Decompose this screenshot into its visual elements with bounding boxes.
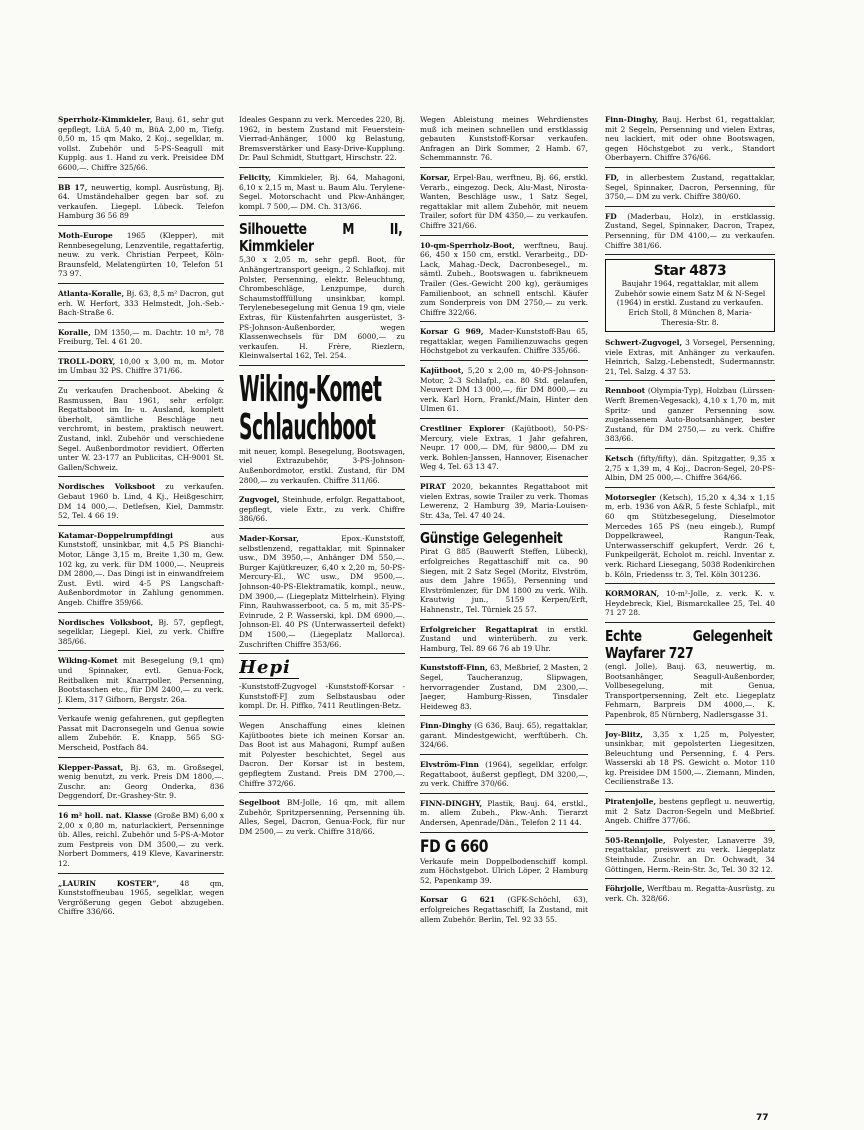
column-4 [605,114,775,1100]
ad: „LAURIN KOSTER“, 48 qm, Kunststoffneubau 1965, segelklar, wegen Vergrößerung gegen Gebot abzugeben. Chiffre 336/66. [58,878,224,917]
ad: Moth-Europe 1965 (Klepper), mit Rennbesegelung, Lenzventile, regattafertig, neuw. zu verk. Christian Perpeet, Köln-Braunsfeld, Melatengürten 10, Telefon 51 73 97. [58,230,224,284]
ad: Finn-Dinghy (G 636, Bauj. 65), regattaklar, garant. Mindestgewicht, werftüberh. Ch. 324/66. [420,720,588,755]
ad: Schwert-Zugvogel, 3 Vorsegel, Persenning, viele Extras, mit Anhänger zu verkaufen. Heinrich, Salzg.-Lebenstedt, Sudermannstr. 21, Tel. Salzg. 4 37 53. [605,337,775,381]
page-number: 77 [756,1113,769,1123]
ad: Katamar-Doppelrumpfdingi aus Kunststoff, unsinkbar, mit 4,5 PS Bianchi-Motor, Länge 3,15 m, Breite 1,30 m, Gew. 102 kg, zu verk. für DM 1000,—. Neupreis DM 2800,—. Das Dingi ist in einwandfreiem Zust. Evtl. wird 4-5 PS Langschaft-Außenbordmotor in Zahlung genommen. Angeb. Chiffre 359/66. [58,530,224,613]
ad: Piratenjolle, bestens gepflegt u. neuwertig, mit 2 Satz Dacron-Segeln und Meßbrief. Angeb. Chiffre 377/66. [605,796,775,831]
ad: Kunststoff-Finn, 63, Meßbrief, 2 Masten, 2 Segel, Taucheranzug, Slipwagen, hervorragender Zustand, DM 2300,—. Jaeger, Hamburg-Rissen, Tinsdaler Heideweg 83. [420,662,588,716]
column-3 [420,114,588,1100]
ad: Elvström-Finn (1964), segelklar, erfolgr. Regattaboot, äußerst gepflegt, DM 3200,—, zu verk. Chiffre 370/66. [420,759,588,794]
ad: Atlanta-Koralle, Bj. 63, 8,5 m² Dacron, gut erh. W. Herfort, 333 Helmstedt, Joh.-Seb.-Bach-Straße 6. [58,288,224,323]
ad: 16 m² holl. nat. Klasse (Große BM) 6,00 x 2,00 x 0,80 m, naturlackiert, Persenninge üb. Alles, reichl. Zubehör und 5-PS-A-Motor zum Festpreis von DM 3500,— zu verk. Norbert Dommers, 419 Kleve, Kavarinerstr. 12. [58,810,224,874]
ad: Korsar G 621 (GFK-Schöchl, 63), erfolgreiches Regattaschiff, Ia Zustand, mit allem Zubehör. Berlin, Tel. 92 33 55. [420,895,588,924]
ad: Verkaufe wenig gefahrenen, gut gepflegten Passat mit Dacronsegeln und Genua sowie allem Zubehör. E. Knapp, 565 SG-Merscheid, Postfach 84. [58,713,224,757]
ad: Koralle, DM 1350,— m. Dachtr. 10 m², 78 Freiburg, Tel. 4 61 20. [58,327,224,352]
ad: Rennboot (Olympia-Typ), Holzbau (Lürssen-Werft Bremen-Vegesack), 4,10 x 1,70 m, mit Spritz- und ganzer Persenning sow. zugelassenem Auto-Bootsanhänger, bester Zustand, für DM 2750,— zu verk. Chiffre 383/66. [605,385,775,449]
ad: Segelboot BM-Jolle, 16 qm, mit allem Zubehör, Spritzpersenning, Persenning üb. Alles, Segel, Dacron, Genua-Fock, für nur DM 2500,— zu verk. Chiffre 318/66. [239,798,405,836]
ad: Korsar, Erpel-Bau, werftneu, Bj. 66, erstkl. Verarb., eingezog. Deck, Alu-Mast, Nirosta-Wanten, Beschläge usw., 1 Satz Segel, regattaklar mit allem Zubehör, mit neuem Trailer, sofort für DM 4350,— zu verkaufen. Chiffre 321/66. [420,172,588,236]
ad: Günstige Gelegenheit Pirat G 885 (Bauwerft Steffen, Lübeck), erfolgreiches Regattaschiff mit ca. 90 Siegen, mit 2 Satz Segel (Moritz, Elvström, aus dem Jahre 1965), Persenning und Elvströmlenzer, für DM 1800 zu verk. Wilh. Krautwig jun., 5159 Kerpen/Erft, Hahnenstr., Tel. Türniek 25 57. [420,529,588,619]
ad: Hepi -Kunststoff-Zugvogel -Kunststoff-Korsar -Kunststoff-FJ zum Selbstausbau oder kompl. Dr. H. Piffko, 7411 Reutlingen-Betz. [239,658,405,716]
ad: Kajütboot, 5,20 x 2,00 m, 40-PS-Johnson-Motor, 2–3 Schlafpl., ca. 80 Std. gelaufen, Neuwert DM 13 000,—, für DM 8000,— zu verk. Karl Horn, Frankf./Main, Hinter den Ulmen 61. [420,365,588,419]
ad-headline: Silhouette M II, Kimmkieler [239,220,403,256]
ad: Wegen Ableistung meines Wehrdienstes muß ich meinen schnellen und erstklassig gebauten Kunststoff-Korsar verkaufen. Anfragen an Dirk Sommer, 2 Hamb. 67, Schemmannstr. 76. [420,114,588,168]
ad-headline: Günstige Gelegenheit [420,529,563,548]
ad: Silhouette M II, Kimmkieler 5,30 x 2,05 m, sehr gepfl. Boot, für Anhängertransport geeign., 2 Schlafkoj. mit Polster, Persenning, elektr. Beleuchtung, Chrombeschläge, Lenzpumpe, durch Schaumstofffüllung unsinkbar, kompl. Terylenebesegelung mit Genua 19 qm, viele Extras, für Küstenfahrten ausgerüstet, 3-PS-Johnson-Außenborder, wegen Klassenwechsels für DM 6000,— zu verkaufen. H. Frère, Riezlern, Kleinwalsertal 162, Tel. 254. [239,220,405,366]
ad: Echte Gelegenheit Wayfarer 727 (engl. Jolle), Bauj. 63, neuwertig, m. Bootsanhänger, Seagull-Außenborder, Vollbesegelung, mit Genua, Transportpersenning, Zelt etc. Liegeplatz Fehmarn, Barpreis DM 4000,—. K. Papenbrok, 85 Nürnberg, Nadlersgasse 31. [605,627,775,725]
ad-headline: Star 4873 [653,263,727,280]
ad: Wiking-Komet mit Besegelung (9,1 qm) und Spinnaker, evtl. Genua-Fock, Reitbalken mit Knarrpoller, Persenning, Bootstaschen etc., für DM 2400,— zu verk. J. Klem, 317 Gifhorn, Bergstr. 26a. [58,655,224,709]
ad: Finn-Dinghy, Bauj. Herbst 61, regattaklar, mit 2 Segeln, Persenning und vielen Extras, neu lackiert, mit oder ohne Bootswagen, gegen Höchstgebot zu verk., Standort Oberbayern. Chiffre 376/66. [605,114,775,168]
ad: Motorsegler (Ketsch), 15,20 x 4,34 x 1,15 m, erb. 1936 von A&R, 5 feste Schlafpl., mit 60 qm Stützbesegelung, Dieselmotor Mercedes 165 PS (neu eingeb.), Rumpf Doppelkraweel, Rangun-Teak, Unterwasserschiff gekupfert, Verdr. 26 t, Funkpeilgerät, Echolot m. reichl. Inventar z. verk. Richard Liesegang, 5038 Rodenkirchen b. Köln, Friedenss tr. 3, Tel. Köln 301236. [605,492,775,584]
ad: FD G 660 Verkaufe mein Doppelbodenschiff kompl. zum Höchstgebot. Ulrich Löper, 2 Hamburg 52, Papenkamp 39. [420,837,588,891]
ad: Korsar G 969, Mader-Kunststoff-Bau 65, regattaklar, wegen Familienzuwachs gegen Höchstgebot zu verkaufen. Chiffre 335/66. [420,326,588,361]
ad: FD (Maderbau, Holz), in erstklassig. Zustand, Segel, Spinnaker, Dacron, Trapez, Persenning, für DM 4100,— zu verkaufen. Chiffre 381/66. [605,211,775,255]
ad: KORMORAN, 10-m²-Jolle, z. verk. K. v. Heydebreck, Kiel, Bismarckallee 25, Tel. 40 71 27 28. [605,588,775,623]
ad: Föhrjolle, Werftbau m. Regatta-Ausrüstg. zu verk. Ch. 328/66. [605,884,775,903]
ad-headline: FD G 660 [420,836,489,857]
ad: Felicity, Kimmkieler, Bj. 64, Mahagoni, 6,10 x 2,15 m, Mast u. Baum Alu. Terylene-Segel. Motorschacht und Pkw-Anhänger, kompl. 7 500,— DM. Ch. 313/66. [239,172,405,216]
ad: FINN-DINGHY, Plastik, Bauj. 64, erstkl., m. allem Zubeh., Pkw.-Anh. Tierarzt Andersen, Apenrade/Dän., Telefon 2 11 44. [420,798,588,833]
ad: Nordisches Volksboot, Bj. 57, gepflegt, segelklar, Liegepl. Kiel, zu verk. Chiffre 385/66. [58,617,224,652]
ad: Ideales Gespann zu verk. Mercedes 220, Bj. 1962, in bestem Zustand mit Feuerstein-Vierrad-Anhänger, 1000 kg Belastung, Bremsverstärker und Easy-Drive-Kupplung. Dr. Paul Schmidt, Stuttgart, Hirschstr. 22. [239,114,405,168]
ad: 10-qm-Sperrholz-Boot, werftneu, Bauj. 66, 450 x 150 cm, erstkl. Verarbeitg., DD-Lack, Mahag.-Deck, Dacronbesegel., m. sämtl. Zubeh., Bootswagen u. fabrikneuem Trailer (Ges.-Gewicht 200 kg), geräumiges Familienboot, an schnell entschl. Käufer zum Sonderpreis von DM 2750,— zu verk. Chiffre 322/66. [420,240,588,323]
ad: Wiking-Komet Schlauchboot mit neuer, kompl. Besegelung, Bootswagen, viel Extrazubehör, 3-PS-Johnson-Außenbordmotor, erstkl. Zustand, für DM 2800,— zu verkaufen. Chiffre 311/66. [239,370,405,490]
ad: Klepper-Passat, Bj. 63, m. Großsegel, wenig benutzt, zu verk. Preis DM 1800,—. Zuschr. an: Georg Onderka, 836 Deggendorf, Dr.-Grashey-Str. 9. [58,762,224,806]
boxed-ad: Star 4873 Baujahr 1964, regattaklar, mit allem Zubehör sowie einem Satz M & N-Segel (1964) in erstkl. Zustand zu verkaufen. Erich Stoll, 8 München 8, Maria-Theresia-Str. 8. [605,259,775,332]
ad: Erfolgreicher Regattapirat in erstkl. Zustand und winterüberh. zu verk. Hamburg, Tel. 89 66 76 ab 19 Uhr. [420,624,588,659]
ad: PIRAT 2020, bekanntes Regattaboot mit vielen Extras, sowie Trailer zu verk. Thomas Lewerenz, 2 Hamburg 39, Maria-Louisen-Str. 43a, Tel. 47 40 24. [420,481,588,525]
ad-headline: Wiking-Komet Schlauchboot [239,368,382,448]
ad: Sperrholz-Kimmkieler, Bauj. 61, sehr gut gepflegt, LüA 5,40 m, BüA 2,00 m, Tiefg. 0,50 m, 15 qm Mako, 2 Koj., segelklar, m. vollst. Zubehör und 5-PS-Seagull mit Kupplg. aus 1. Hand zu verk. Preisidee DM 6600,—. Chiffre 325/66. [58,114,224,178]
column-1 [58,114,224,1100]
ad: Zugvogel, Steinhude, erfolgr. Regattaboot, gepflegt, viele Extr., zu verk. Chiffre 386/66. [239,494,405,529]
ad: Ketsch (fifty/fifty), dän. Spitzgatter, 9,35 x 2,75 x 1,39 m, 4 Koj., Dacron-Segel, 20-PS-Albin, DM 25 000,—. Chiffre 364/66. [605,453,775,488]
ad: Joy-Blitz, 3,35 x 1,25 m, Polyester, unsinkbar, mit gepolsterten Liegesitzen, Beleuchtung und Persenning, f. 4 Pers. Wasserski ab 18 PS. Gewicht o. Motor 110 kg. Preisidee DM 1500,—. Ziemann, Minden, Cecilienstraße 13. [605,729,775,793]
ad: Mader-Korsar, Epox.-Kunststoff, selbstlenzend, regattaklar, mit Spinnaker usw., DM 3950,—, Anhänger DM 550,—. Burger Kajütkreuzer, 6,40 x 2,20 m, 50-PS-Mercury-El., WC usw., DM 9500,—. Johnson-40-PS-Elektramatik, kompl., neuw., DM 3900,— (Liegeplatz Mittelrhein). Flying Finn, Rauhwasserboot, ca. 5 m, mit 35-PS-Evinrude, 2 P. Wasserski, kpl. DM 6900,—. Johnson-El. 40 PS (Unterwasserteil defekt) DM 1500,— (Liegeplatz Mallorca). Zuschriften Chiffre 353/66. [239,533,405,654]
hepi-logo: Hepi [239,657,291,679]
ad: Wegen Anschaffung eines kleinen Kajütbootes biete ich meinen Korsar an. Das Boot ist aus Mahagoni, Rumpf außen mit Polyester beschichtet, Segel aus Dacron. Der Korsar ist in bestem, gepflegtem Zustand. Preis DM 2700,—. Chiffre 372/66. [239,720,405,793]
ad: FD, in allerbestem Zustand, regattaklar, Segel, Spinnaker, Dacron, Persenning, für 3750,— DM zu verk. Chiffre 380/60. [605,172,775,207]
ad: BB 17, neuwertig, kompl. Ausrüstung, Bj. 64. Umständehalber gegen bar sof. zu verkaufen. Liegepl. Lübeck. Telefon Hamburg 36 56 89 [58,182,224,226]
ad-headline: Echte Gelegenheit Wayfarer 727 [605,626,773,662]
logo-underline [239,678,299,679]
ad: Zu verkaufen Drachenboot. Abeking & Rasmussen, Bau 1961, sehr erfolgr. Regattaboot im In- u. Ausland, komplett überholt, sämtliche Beschläge neu verchromt, in bestem, praktisch neuwert. Zustand, inkl. Zubehör und verschiedene Segel. Außenbordmotor revidiert. Offerten unter W. 23-177 an Publicitas, CH-9001 St. Gallen/Schweiz. [58,385,224,477]
ad: Crestliner Explorer (Kajütboot), 50-PS-Mercury, viele Extras, 1 Jahr gefahren, Neupr. 17 000,— DM, für 9800,— DM zu verk. Bohlen-Janssen, Hannover, Eisenacher Weg 4, Tel. 63 13 47. [420,423,588,477]
ad: 505-Rennjolle, Polyester, Lanaverre 39, regattaklar, preiswert zu verk. Liegeplatz Steinhude. Zuschr. an Dr. Ochwadt, 34 Göttingen, Herm.-Rein-Str. 3c, Tel. 30 32 12. [605,835,775,879]
ad: Nordisches Volksboot zu verkaufen. Gebaut 1960 b. Lind, 4 Kj., Heißgeschirr, DM 14 000,—. Detlefsen, Kiel, Dammstr. 52, Tel. 4 66 19. [58,481,224,525]
column-2 [239,114,405,1100]
ad: TROLL-DORY, 10,00 x 3,00 m, m. Motor im Umbau 32 PS. Chiffre 371/66. [58,356,224,381]
